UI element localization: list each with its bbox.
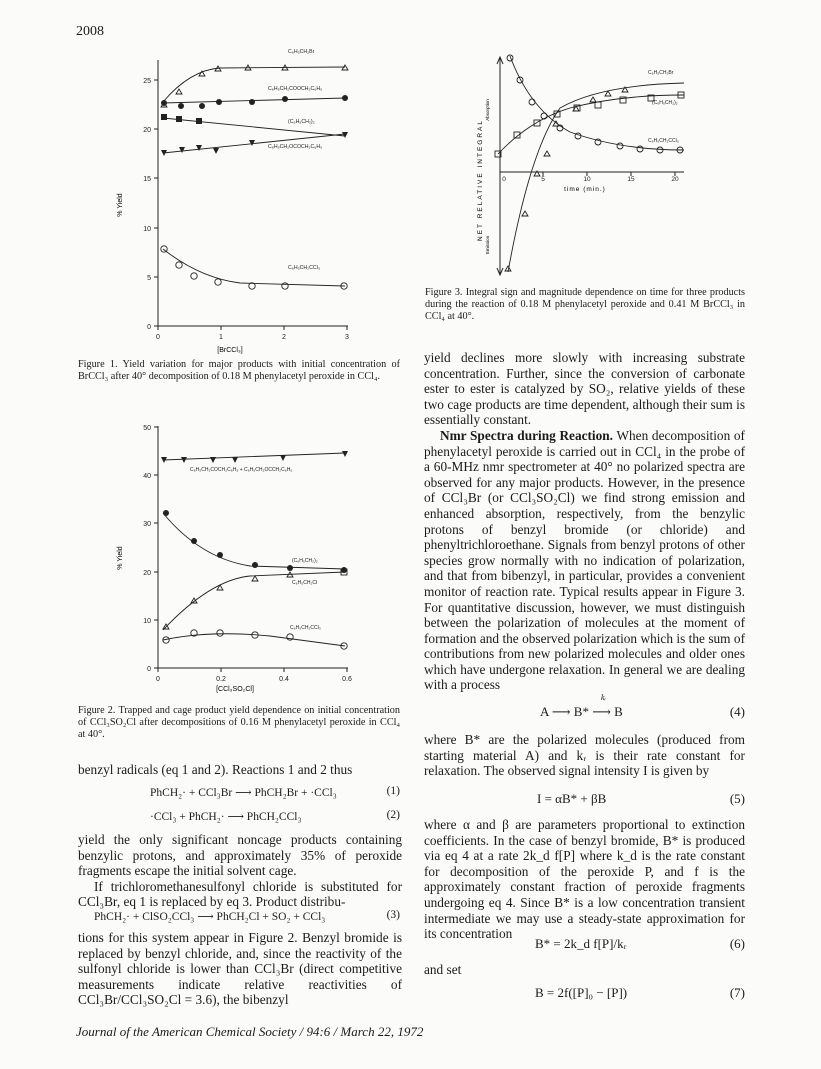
- fig2-curve-label: C₆H₅CH₂COCH₂C₆H₅ + C₆H₅CH₂OCCH₂C₆H₅: [190, 467, 293, 473]
- fig1-ytick: 10: [143, 226, 151, 233]
- equation-4-rate: kᵣ: [601, 693, 607, 702]
- fig3-xtick: 0: [502, 176, 506, 183]
- fig2-xtick: 0.2: [216, 676, 226, 683]
- paragraph: where α and β are parameters proportional to extinction coefficients. In the case of benzyl bromide, B* is produced via eq 4 at a rate 2k_d f[P] where k_d is the rate constant for decomposition of the peroxide P, and f is the approximately constant fraction of peroxide fragments undergoing eq 4. Since B* is a low concentration transient intermediate we may use a steady-state approximation for its concentration: [424, 817, 745, 942]
- fig2-curve-label: C₆H₅CH₂CCl₃: [290, 625, 321, 631]
- fig3-curve-label: C₆H₅CH₂Br: [648, 70, 674, 76]
- right-column-para5: [424, 962, 745, 978]
- paragraph: [424, 428, 745, 693]
- equation-text: ·CCl₃ + PhCH₂· ⟶ PhCH₂CCl₃: [150, 811, 302, 823]
- equation-3: [94, 909, 400, 923]
- equation-5: [537, 791, 745, 807]
- right-column-body: [424, 350, 745, 693]
- equation-number: (7): [729, 985, 745, 1000]
- fig3-xlabel: time (min.): [564, 186, 606, 193]
- figure-1: [110, 40, 370, 355]
- fig1-ytick: 5: [147, 275, 151, 282]
- paragraph: yield the only significant noncage products containing benzylic protons, and approximately 35% of peroxide fragments escape the initial solvent cage.: [78, 832, 402, 879]
- fig1-ytick: 0: [147, 324, 151, 331]
- fig1-curve-label: (C₆H₅CH₂)₂: [288, 119, 315, 125]
- fig2-ytick: 10: [143, 618, 151, 625]
- equation-number: (3): [386, 909, 400, 921]
- figure-2-caption: Figure 2. Trapped and cage product yield dependence on initial concentration of CCl₃SO₂Cl after decompositions of 0.16 M phenylacetyl peroxide in CCl₄ at 40°.: [78, 705, 400, 740]
- left-column-body: [78, 832, 402, 910]
- fig3-xtick: 20: [671, 176, 679, 183]
- right-column-para4: [424, 817, 745, 942]
- fig1-xtick: 0: [156, 334, 160, 341]
- equation-text: PhCH₂· + CCl₃Br ⟶ PhCH₂Br + ·CCl₃: [150, 787, 337, 799]
- fig1-ytick: 25: [143, 78, 151, 85]
- fig2-xtick: 0.4: [279, 676, 289, 683]
- equation-text: B = 2f([P]₀ − [P]): [535, 985, 628, 1000]
- equation-2: [150, 809, 400, 823]
- fig1-xtick: 2: [282, 334, 286, 341]
- equation-1: [150, 785, 400, 799]
- paragraph-text: When decomposition of phenylacetyl peroxide is carried out in CCl₄ in the probe of a 60-MHz nmr spectrometer at 40° no polarized spectra are observed for any major products. However, in the presence of CCl₃Br (or CCl₃SO₂Cl) we find strong emission and enhanced absorption, respectively, from the benzylic protons of benzyl bromide (or chloride) and phenyltrichloroethane. Signals from benzyl protons of other species grow normally with no indication of polarization, and that from bibenzyl, in particular, provides a convenient monitor of reaction rate. Typical results appear in Figure 3. For quantitative discussion, however, we must distinguish between the polarization of molecules at the moment of formation and the observed polarization which is the sum of contributions from new polarized molecules and older ones which have undergone relaxation. In general we are dealing with a process: [424, 427, 745, 693]
- figure-2-plot: [110, 418, 370, 700]
- figure-1-caption: Figure 1. Yield variation for major products with initial concentration of BrCCl₃ after 40° decomposition of 0.18 M phenylacetyl peroxide in CCl₄.: [78, 359, 400, 382]
- journal-footer: Journal of the American Chemical Society / 94:6 / March 22, 1972: [76, 1024, 424, 1039]
- paragraph: benzyl radicals (eq 1 and 2). Reactions 1 and 2 thus: [78, 762, 353, 777]
- left-column-para4: [78, 930, 402, 1008]
- equation-number: (1): [386, 785, 400, 797]
- equation-6: [535, 936, 745, 952]
- fig3-curve-label: (C₆H₅CH₂)₂: [652, 100, 678, 106]
- fig3-curve-label: C₆H₅CH₂CCl₃: [648, 138, 679, 144]
- figure-1-plot: [110, 40, 370, 355]
- fig2-curve-label: C₆H₅CH₂Cl: [292, 580, 318, 586]
- equation-text: I = αB* + βB: [537, 791, 607, 806]
- fig3-ylabel-absorption: Absorption: [485, 99, 490, 121]
- fig3-xtick: 5: [541, 176, 545, 183]
- paragraph: where B* are the polarized molecules (produced from starting material A) and kᵣ is their rate constant for relaxation. The observed signal intensity I is given by: [424, 732, 745, 779]
- fig2-ytick: 50: [143, 425, 151, 432]
- equation-7: [535, 985, 745, 1001]
- fig1-curve-label: C₆H₅CH₂Br: [288, 49, 315, 55]
- fig2-ylabel: % Yield: [117, 546, 124, 570]
- fig3-ylabel: NET RELATIVE INTEGRAL: [477, 119, 484, 241]
- fig2-ytick: 20: [143, 570, 151, 577]
- fig1-curve-label: C₆H₅CH₂OCOCH₂C₆H₅: [268, 144, 323, 150]
- equation-text: B* = 2k_d f[P]/kᵣ: [535, 936, 627, 951]
- fig2-xlabel: [CCl₃SO₂Cl]: [216, 686, 254, 693]
- fig3-xtick: 10: [583, 176, 591, 183]
- fig3-ylabel-emission: Emission: [485, 235, 490, 255]
- figure-3-caption: Figure 3. Integral sign and magnitude dependence on time for three products during the reaction of 0.18 M phenylacetyl peroxide and 0.41 M BrCCl₃ in CCl₄ at 40°.: [425, 287, 745, 322]
- equation-4: [540, 704, 745, 720]
- fig1-ytick: 20: [143, 127, 151, 134]
- figure-2: [110, 418, 370, 700]
- fig3-xtick: 15: [627, 176, 635, 183]
- page-number: 2008: [76, 24, 104, 39]
- equation-number: (5): [729, 791, 745, 806]
- fig1-xtick: 1: [219, 334, 223, 341]
- equation-number: (4): [729, 704, 745, 719]
- fig1-curve-label: C₆H₅CH₂CCl₃: [288, 265, 320, 271]
- fig1-ytick: 15: [143, 176, 151, 183]
- fig2-ytick: 30: [143, 521, 151, 528]
- paragraph: yield declines more slowly with increasing substrate concentration. Further, since the conversion of carbonate ester to ester is catalyzed by SO₂, relative yields of these two cage products are time dependent, although their sum is essentially constant.: [424, 350, 745, 428]
- equation-text: PhCH₂· + ClSO₂CCl₃ ⟶ PhCH₂Cl + SO₂ + CCl₃: [94, 911, 326, 923]
- section-heading: Nmr Spectra during Reaction.: [440, 427, 613, 443]
- figure-3-plot: [470, 50, 710, 285]
- left-column-para1: [78, 762, 402, 778]
- fig1-xlabel: [BrCCl₃]: [217, 347, 243, 354]
- figure-3: [470, 50, 710, 285]
- equation-text: A ⟶ B* ⟶ B: [540, 704, 623, 719]
- paragraph: tions for this system appear in Figure 2. Benzyl bromide is replaced by benzyl chloride, and, since the reactivity of the sulfonyl chloride is lower than CCl₃Br (direct competitive measurements indicate relative reactivities of CCl₃Br/CCl₃SO₂Cl = 3.6), the bibenzyl: [78, 930, 402, 1008]
- fig1-curve-label: C₆H₅CH₂COOCH₂C₆H₅: [268, 86, 323, 92]
- right-column-para3: [424, 732, 745, 779]
- fig2-xtick: 0.6: [342, 676, 352, 683]
- fig2-ytick: 0: [147, 666, 151, 673]
- equation-number: (2): [386, 809, 400, 821]
- equation-number: (6): [729, 936, 745, 951]
- fig2-curve-label: (C₆H₅CH₂)₂: [292, 558, 318, 564]
- paragraph: and set: [424, 962, 462, 977]
- fig1-xtick: 3: [345, 334, 349, 341]
- fig2-xtick: 0: [156, 676, 160, 683]
- fig2-ytick: 40: [143, 473, 151, 480]
- fig1-ylabel: % Yield: [117, 193, 124, 217]
- paragraph: If trichloromethanesulfonyl chloride is substituted for CCl₃Br, eq 1 is replaced by eq 3. Product distribu-: [78, 878, 402, 910]
